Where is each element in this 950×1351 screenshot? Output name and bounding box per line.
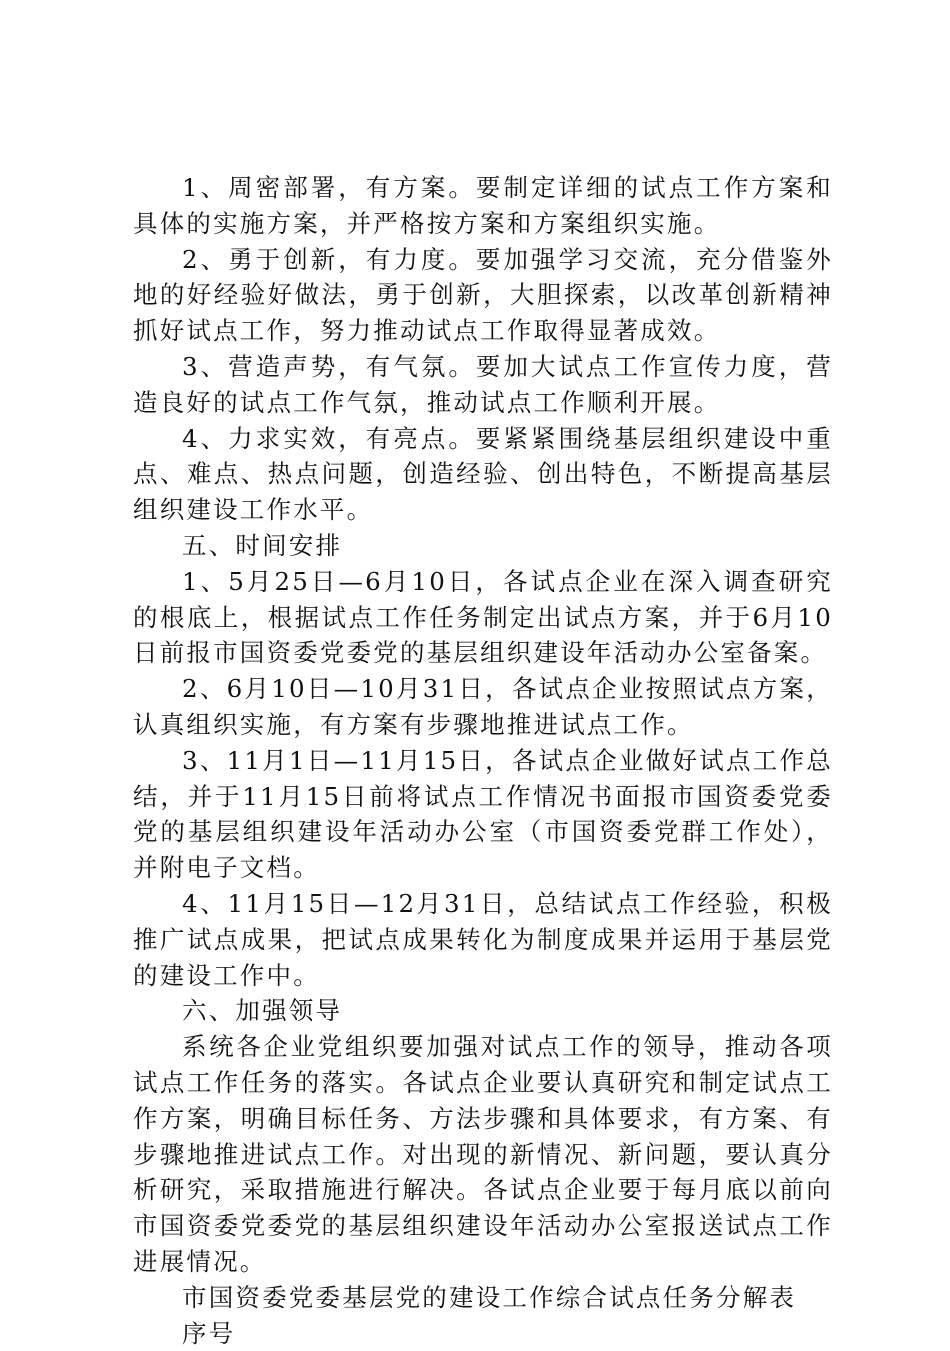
- table-title: 市国资委党委基层党的建设工作综合试点任务分解表: [133, 1280, 833, 1316]
- paragraph-measure-1: 1、周密部署，有方案。要制定详细的试点工作方案和具体的实施方案，并严格按方案和方案组织实施。: [133, 170, 833, 242]
- paragraph-leadership: 系统各企业党组织要加强对试点工作的领导，推动各项试点工作任务的落实。各试点企业要认真研究和制定试点工作方案，明确目标任务、方法步骤和具体要求，有方案、有步骤地推进试点工作。对出现的新情况、新问题，要认真分析研究，采取措施进行解决。各试点企业要于每月底以前向市国资委党委党的基层组织建设年活动办公室报送试点工作进展情况。: [133, 1029, 833, 1280]
- table-header-serial: 序号: [133, 1316, 833, 1351]
- paragraph-measure-2: 2、勇于创新，有力度。要加强学习交流，充分借鉴外地的好经验好做法，勇于创新，大胆探索，以改革创新精神抓好试点工作，努力推动试点工作取得显著成效。: [133, 242, 833, 349]
- section-heading-schedule: 五、时间安排: [133, 528, 833, 564]
- section-heading-leadership: 六、加强领导: [133, 993, 833, 1029]
- paragraph-schedule-4: 4、11月15日—12月31日，总结试点工作经验，积极推广试点成果，把试点成果转化为制度成果并运用于基层党的建设工作中。: [133, 886, 833, 993]
- paragraph-schedule-1: 1、5月25日—6月10日，各试点企业在深入调查研究的根底上，根据试点工作任务制定出试点方案，并于6月10日前报市国资委党委党的基层组织建设年活动办公室备案。: [133, 564, 833, 671]
- paragraph-measure-3: 3、营造声势，有气氛。要加大试点工作宣传力度，营造良好的试点工作气氛，推动试点工作顺利开展。: [133, 349, 833, 421]
- paragraph-measure-4: 4、力求实效，有亮点。要紧紧围绕基层组织建设中重点、难点、热点问题，创造经验、创出特色，不断提高基层组织建设工作水平。: [133, 421, 833, 528]
- paragraph-schedule-2: 2、6月10日—10月31日，各试点企业按照试点方案，认真组织实施，有方案有步骤地推进试点工作。: [133, 671, 833, 743]
- paragraph-schedule-3: 3、11月1日—11月15日，各试点企业做好试点工作总结，并于11月15日前将试点工作情况书面报市国资委党委党的基层组织建设年活动办公室（市国资委党群工作处），并附电子文档。: [133, 743, 833, 886]
- document-body: [133, 170, 833, 1351]
